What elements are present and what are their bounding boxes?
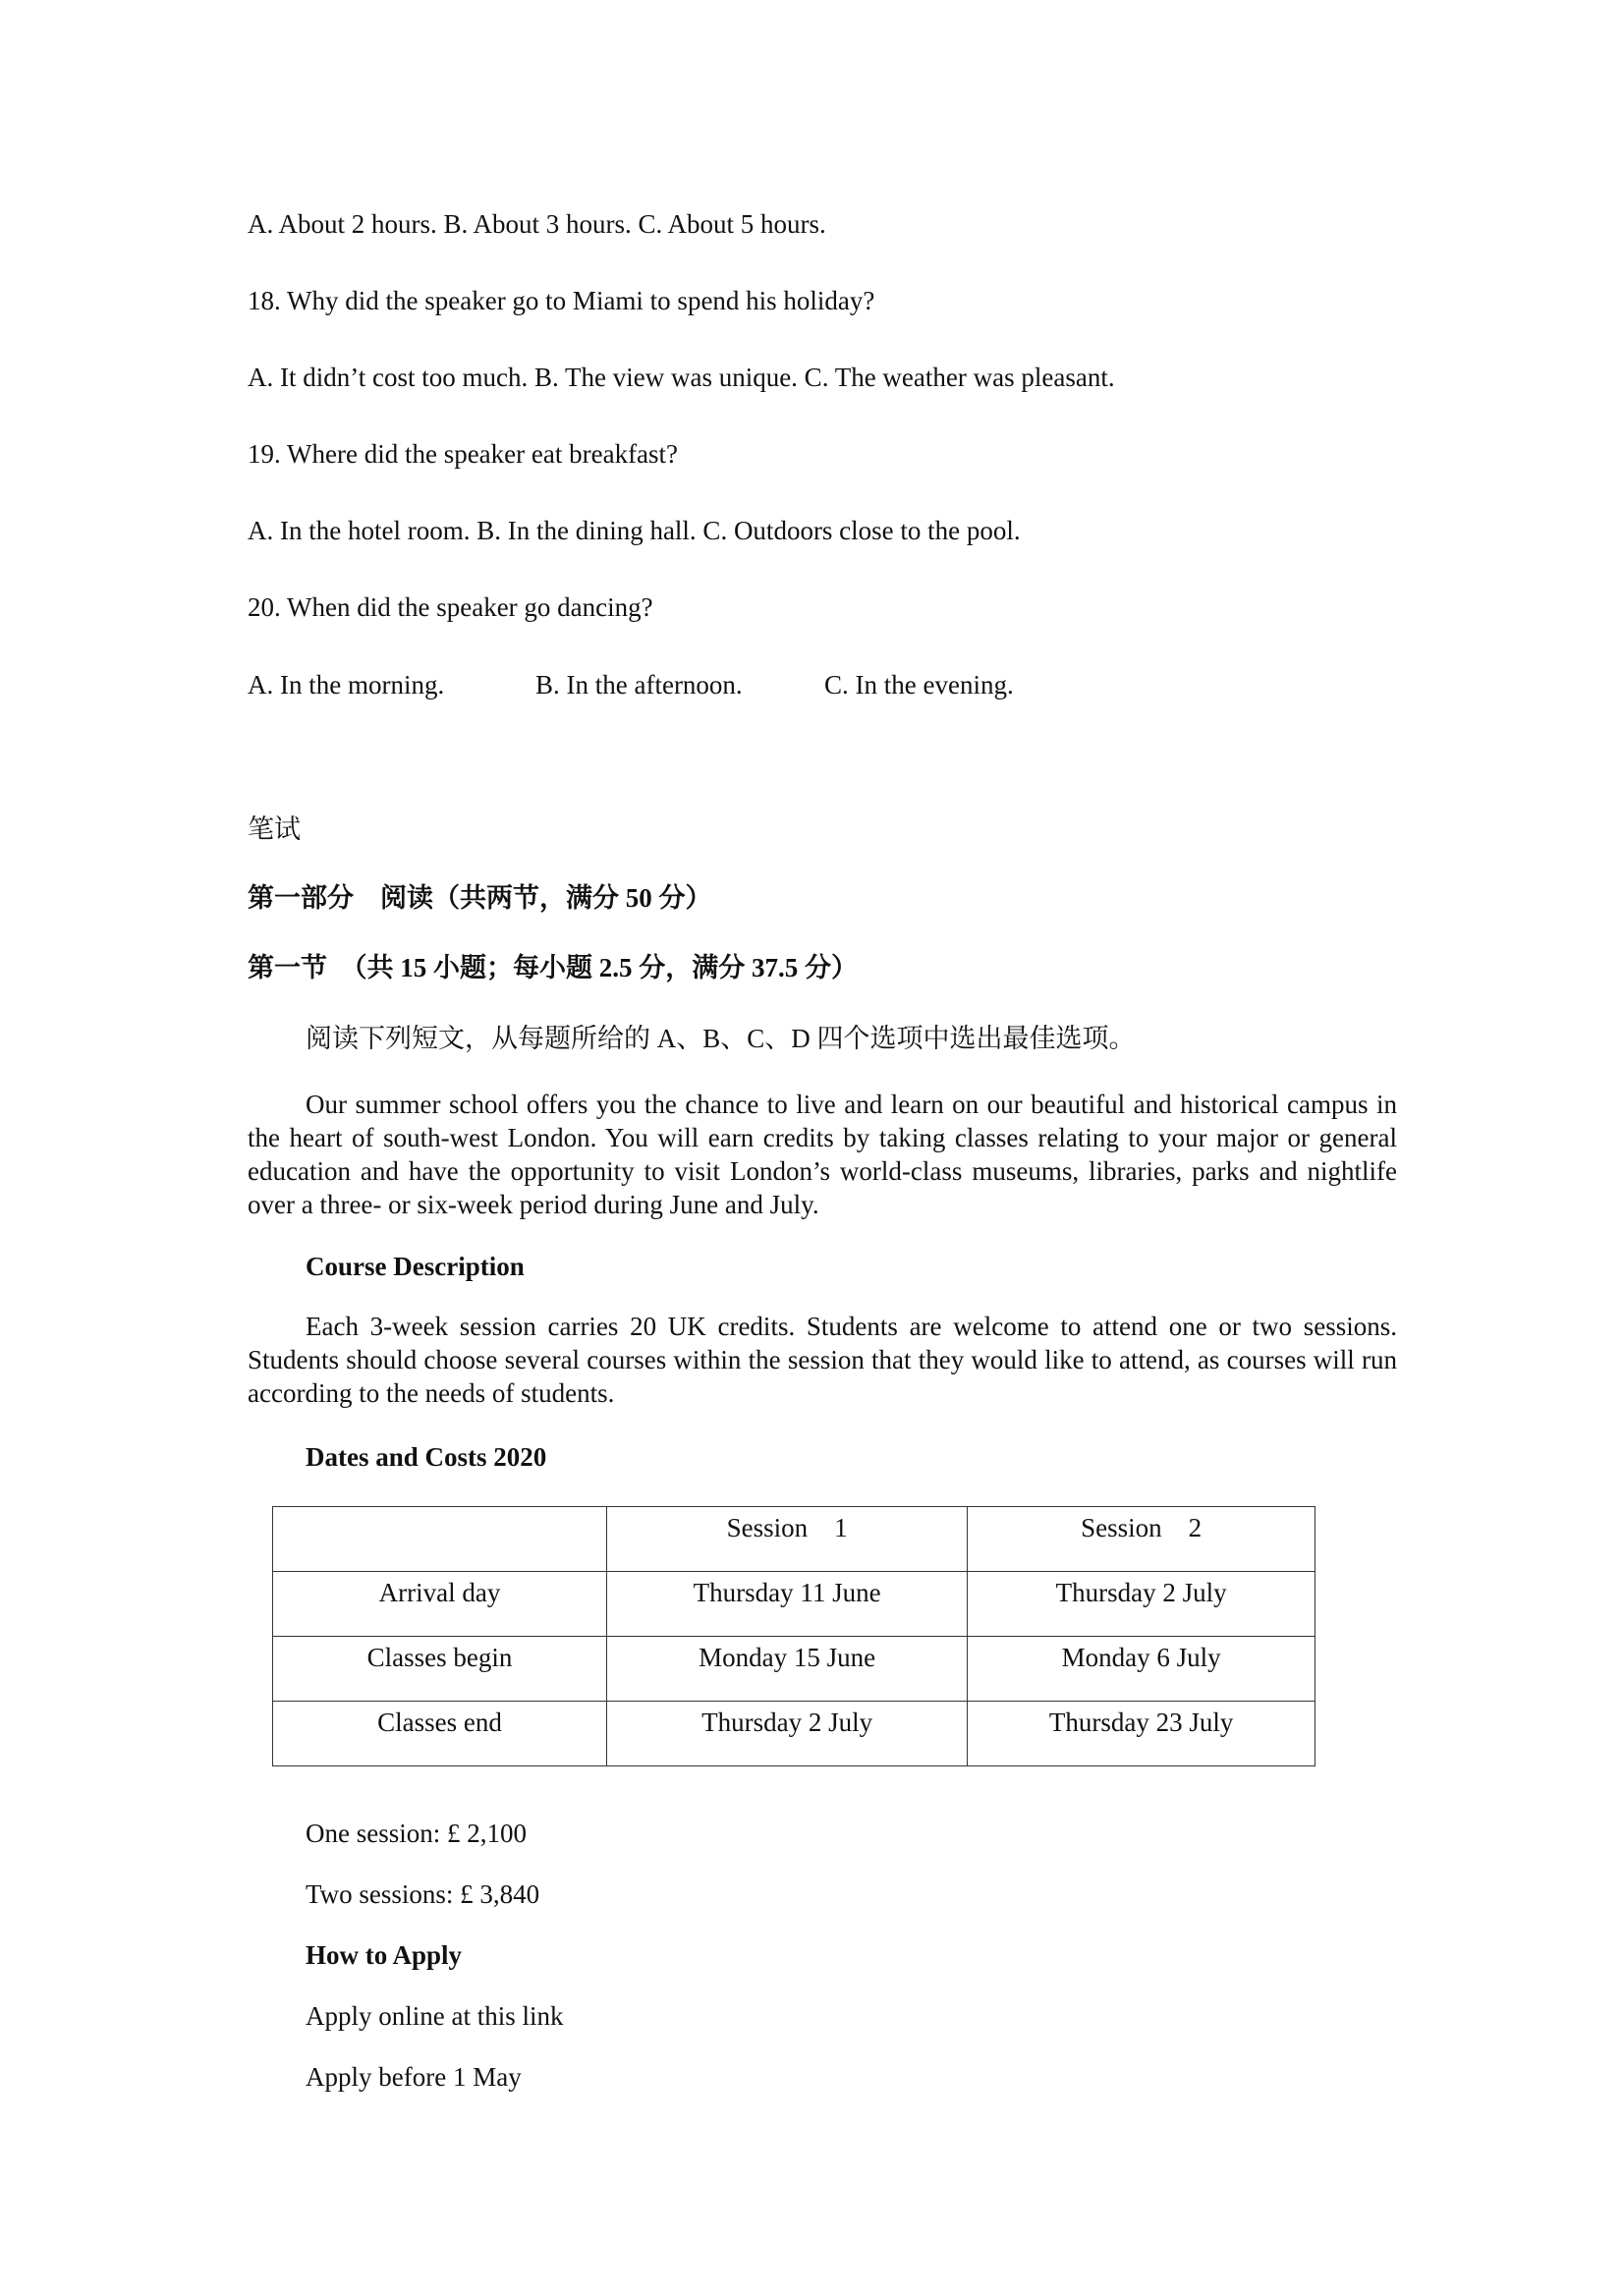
q19-options: A. In the hotel room. B. In the dining hall. C. Outdoors close to the pool.: [248, 516, 1021, 545]
table-cell: Arrival day: [273, 1572, 607, 1637]
apply-before: Apply before 1 May: [306, 2062, 522, 2092]
table-cell: Classes begin: [273, 1637, 607, 1702]
q20-options: [248, 668, 1014, 701]
table-cell: Monday 6 July: [968, 1637, 1315, 1702]
table-cell: Thursday 23 July: [968, 1702, 1315, 1766]
cost-one-session: One session: £ 2,100: [306, 1819, 527, 1848]
q18-question: 18. Why did the speaker go to Miami to spend his holiday?: [248, 286, 875, 315]
q20-question: 20. When did the speaker go dancing?: [248, 592, 653, 622]
table-cell: Thursday 2 July: [607, 1702, 968, 1766]
table-cell: Monday 15 June: [607, 1637, 968, 1702]
dates-costs-table: [272, 1506, 1315, 1766]
table-row: [273, 1572, 1315, 1637]
table-cell: Classes end: [273, 1702, 607, 1766]
written-label: 笔试: [248, 814, 301, 844]
apply-online: Apply online at this link: [306, 2001, 564, 2031]
cost-two-sessions: Two sessions: £ 3,840: [306, 1879, 540, 1909]
section1-heading: 第一节 （共 15 小题；每小题 2.5 分，满分 37.5 分）: [248, 953, 858, 982]
table-cell: Thursday 2 July: [968, 1572, 1315, 1637]
table-row: [273, 1637, 1315, 1702]
part1-heading: 第一部分 阅读（共两节，满分 50 分）: [248, 883, 712, 913]
instruction: 阅读下列短文，从每题所给的 A、B、C、D 四个选项中选出最佳选项。: [306, 1024, 1136, 1053]
table-header-cell: Session 1: [607, 1507, 968, 1572]
q18-options: A. It didn’t cost too much. B. The view was unique. C. The weather was pleasant.: [248, 363, 1115, 392]
how-to-apply-heading: How to Apply: [306, 1940, 463, 1970]
dates-costs-heading: Dates and Costs 2020: [306, 1442, 547, 1472]
q19-question: 19. Where did the speaker eat breakfast?: [248, 439, 679, 469]
q20-option-a: A. In the morning.: [248, 670, 445, 700]
course-description-heading: Course Description: [306, 1252, 525, 1281]
q20-option-b: B. In the afternoon.: [535, 670, 743, 700]
q20-option-c: C. In the evening.: [824, 670, 1014, 700]
course-description-text: Each 3-week session carries 20 UK credits. Students are welcome to attend one or two sessions. Students should choose several courses within the session that they would like to attend, as courses will run according to the needs of students.: [248, 1312, 1397, 1408]
passage-intro: Our summer school offers you the chance to live and learn on our beautiful and historical campus in the heart of south-west London. You will earn credits by taking classes relating to your major or general education and have the opportunity to visit London’s world-class museums, libraries, parks and nightlife over a three- or six-week period during June and July.: [248, 1090, 1397, 1219]
table-cell: Thursday 11 June: [607, 1572, 968, 1637]
table-header-cell: Session 2: [968, 1507, 1315, 1572]
table-row: [273, 1702, 1315, 1766]
q17-options: A. About 2 hours. B. About 3 hours. C. About 5 hours.: [248, 209, 826, 239]
table-header-cell: [273, 1507, 607, 1572]
table-header-row: [273, 1507, 1315, 1572]
